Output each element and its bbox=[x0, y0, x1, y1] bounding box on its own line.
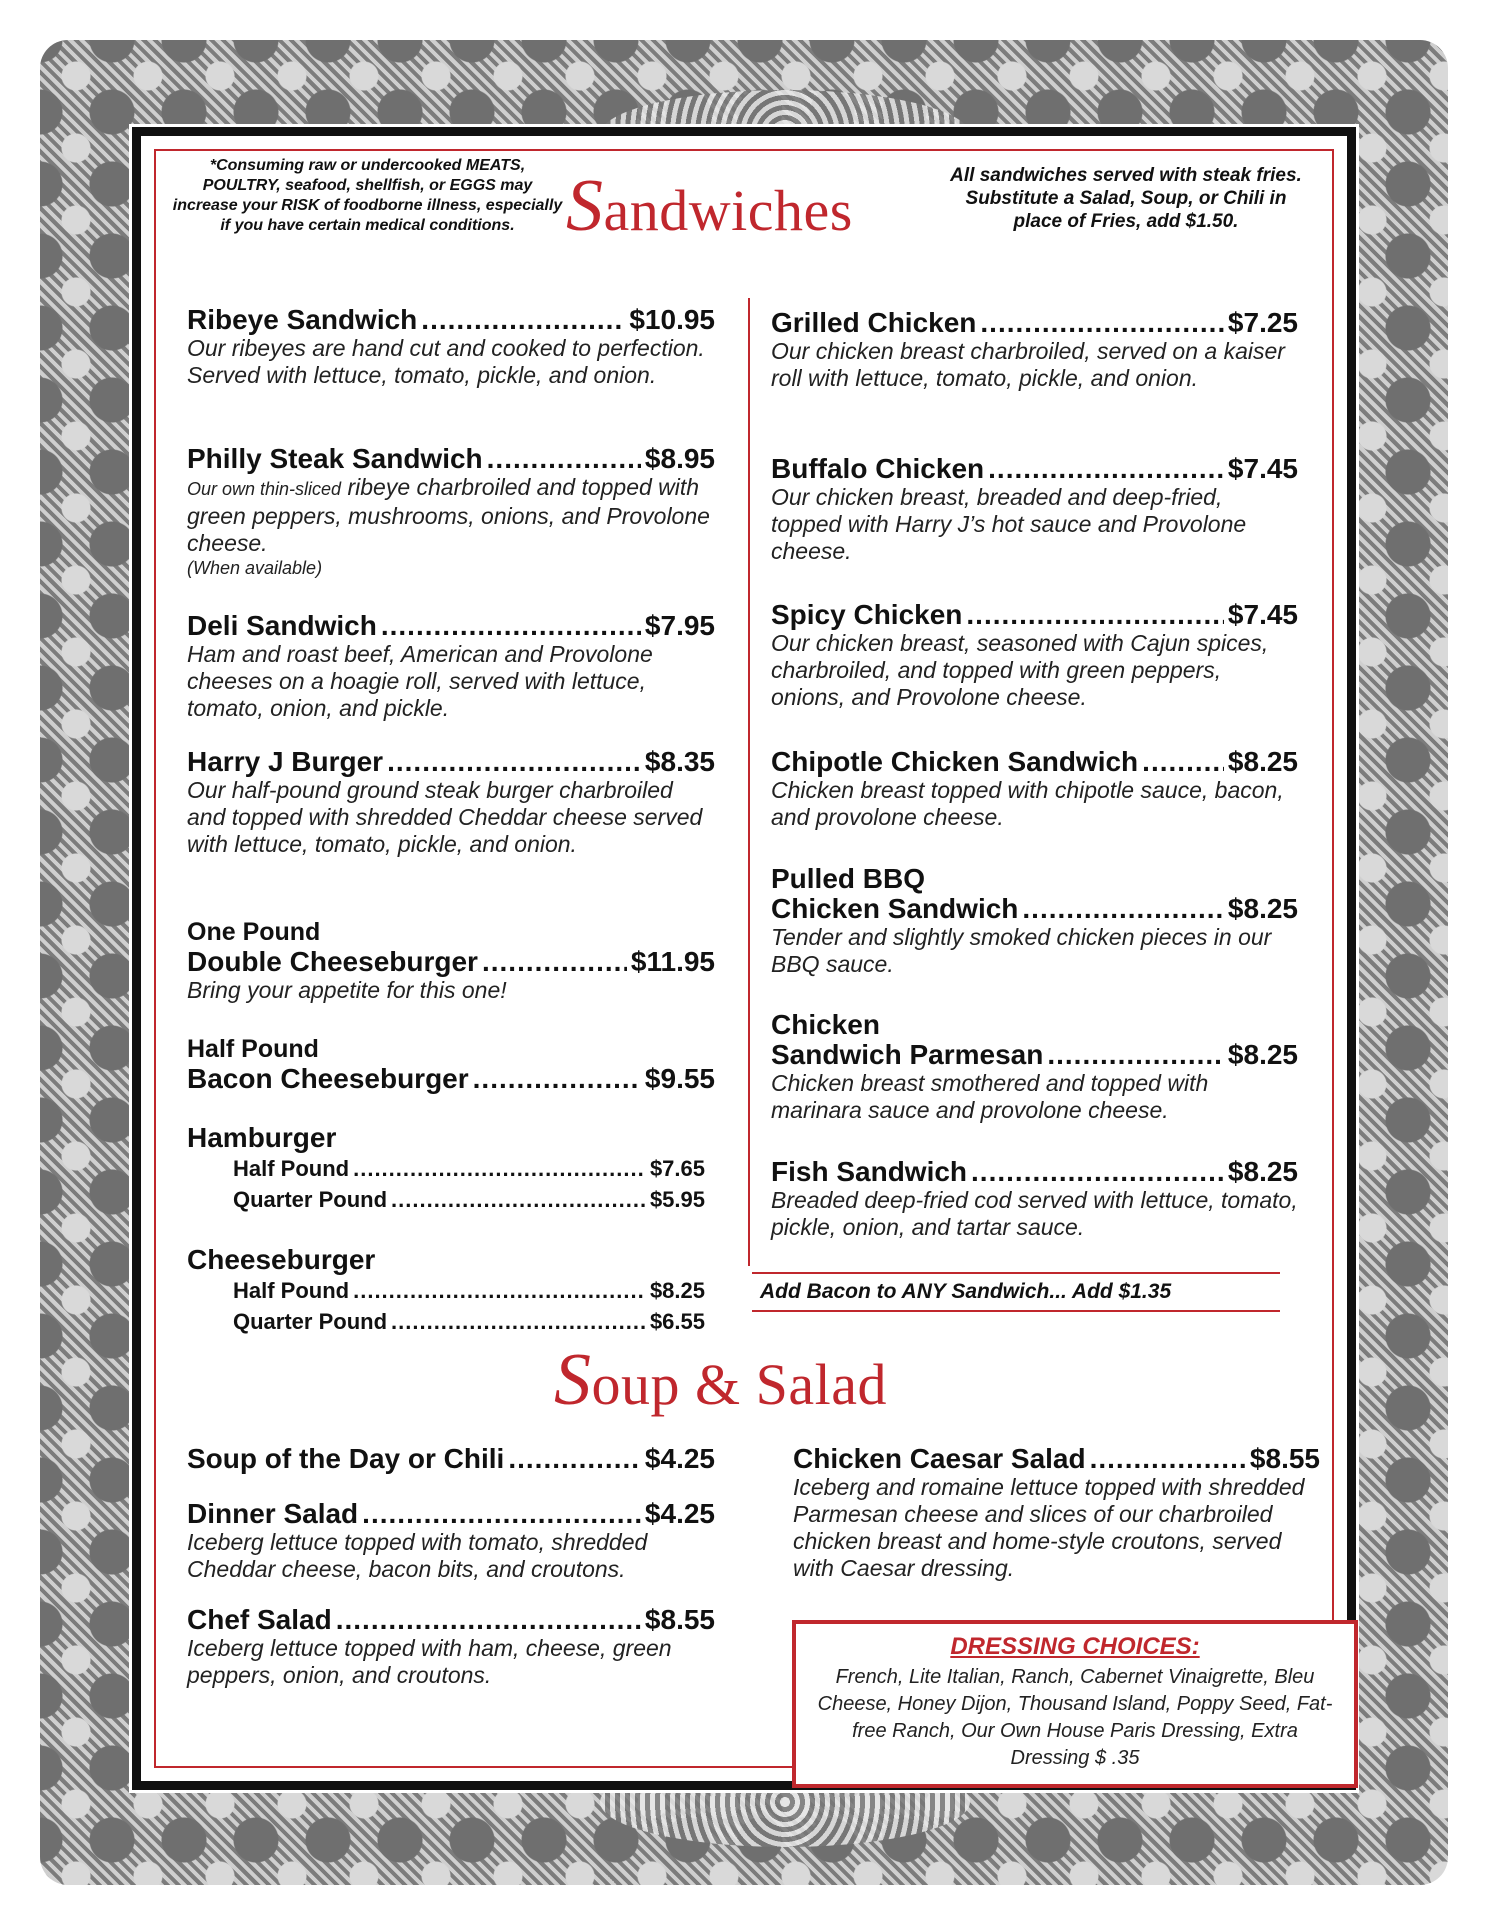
leader-dots bbox=[387, 746, 641, 777]
dressing-list: French, Lite Italian, Ranch, Cabernet Vinaigrette, Bleu Cheese, Honey Dijon, Thousand Island, Poppy Seed, Fat-free Ranch, Our Own House Paris Dressing, Extra Dressing $ .35 bbox=[817, 1666, 1333, 1769]
leader-dots bbox=[971, 1156, 1224, 1187]
soup-title-rest: oup & Salad bbox=[591, 1352, 887, 1417]
menu-item bbox=[187, 746, 715, 858]
item-description: Tender and slightly smoked chicken pieces in our BBQ sauce. bbox=[771, 924, 1272, 977]
sandwiches-title-rest: andwiches bbox=[603, 178, 853, 243]
option-price: $5.95 bbox=[649, 1187, 705, 1212]
item-prefix: Chicken bbox=[771, 1009, 880, 1040]
leader-dots bbox=[966, 599, 1224, 630]
menu-item bbox=[187, 1035, 715, 1094]
cheeseburger-item bbox=[187, 1244, 705, 1337]
option-price: $8.25 bbox=[649, 1278, 705, 1303]
menu-item bbox=[771, 1010, 1298, 1124]
item-name: Deli Sandwich bbox=[187, 610, 377, 641]
item-price: $7.95 bbox=[644, 610, 715, 641]
item-name: Fish Sandwich bbox=[771, 1156, 968, 1187]
menu-item bbox=[187, 443, 715, 579]
leader-dots bbox=[487, 443, 641, 474]
item-description: Bring your appetite for this one! bbox=[187, 977, 507, 1003]
item-description: Breaded deep-fried cod served with lettuce, tomato, pickle, onion, and tartar sauce. bbox=[771, 1187, 1298, 1240]
option-size: Quarter Pound bbox=[233, 1187, 388, 1212]
leader-dots bbox=[381, 610, 641, 641]
option-size: Half Pound bbox=[233, 1156, 350, 1181]
item-price: $7.45 bbox=[1227, 453, 1298, 484]
leader-dots bbox=[1022, 893, 1224, 924]
item-prefix: One Pound bbox=[187, 918, 321, 946]
item-name: Philly Steak Sandwich bbox=[187, 443, 483, 474]
leader-dots bbox=[391, 1306, 646, 1337]
menu-item bbox=[771, 746, 1298, 831]
item-price: $8.25 bbox=[1227, 1039, 1298, 1070]
menu-item bbox=[187, 918, 715, 1004]
menu-item bbox=[771, 453, 1298, 565]
menu-item bbox=[771, 307, 1298, 392]
leader-dots bbox=[508, 1443, 641, 1474]
leader-dots bbox=[1142, 746, 1224, 777]
item-price: $8.25 bbox=[1227, 1156, 1298, 1187]
item-description: Ham and roast beef, American and Provolone cheeses on a hoagie roll, served with lettuce, tomato, onion, and pickle. bbox=[187, 641, 653, 721]
leader-dots bbox=[353, 1153, 646, 1184]
item-price: $9.55 bbox=[644, 1063, 715, 1094]
item-name: Harry J Burger bbox=[187, 746, 384, 777]
item-name: Hamburger bbox=[187, 1122, 337, 1153]
option-size: Half Pound bbox=[233, 1278, 350, 1303]
column-divider bbox=[748, 298, 750, 1266]
item-prefix: Half Pound bbox=[187, 1035, 319, 1063]
item-price: $8.95 bbox=[644, 443, 715, 474]
item-price: $4.25 bbox=[644, 1498, 715, 1529]
sandwiches-title-cap: S bbox=[566, 165, 604, 247]
dressing-title: DRESSING CHOICES: bbox=[950, 1633, 1200, 1660]
item-name: Bacon Cheeseburger bbox=[187, 1063, 469, 1094]
leader-dots bbox=[482, 946, 627, 977]
item-name: Double Cheeseburger bbox=[187, 946, 478, 977]
item-description: ribeye charbroiled and topped with green peppers, mushrooms, onions, and Provolone cheese. bbox=[187, 474, 710, 556]
menu-item bbox=[793, 1443, 1320, 1582]
soup-salad-title bbox=[554, 1339, 887, 1421]
menu-item bbox=[771, 864, 1298, 978]
item-description-small: Our own thin-sliced bbox=[187, 479, 342, 499]
leader-dots bbox=[1047, 1039, 1224, 1070]
item-description: Our half-pound ground steak burger charbroiled and topped with shredded Cheddar cheese served with lettuce, tomato, pickle, and onion. bbox=[187, 777, 703, 857]
option-price: $7.65 bbox=[649, 1156, 705, 1181]
food-safety-warning: *Consuming raw or undercooked MEATS, POULTRY, seafood, shellfish, or EGGS may increase your RISK of foodborne illness, especially if you have certain medical conditions. bbox=[172, 157, 563, 234]
leader-dots bbox=[1090, 1443, 1246, 1474]
item-price: $8.55 bbox=[644, 1604, 715, 1635]
item-description: Our ribeyes are hand cut and cooked to perfection. Served with lettuce, tomato, pickle, and onion. bbox=[187, 335, 705, 388]
item-price: $7.25 bbox=[1227, 307, 1298, 338]
soup-title-cap: S bbox=[554, 1339, 592, 1421]
menu-item bbox=[187, 1498, 727, 1583]
item-name: Buffalo Chicken bbox=[771, 453, 985, 484]
option-price: $6.55 bbox=[649, 1309, 705, 1334]
item-price: $10.95 bbox=[629, 304, 715, 335]
leader-dots bbox=[353, 1275, 646, 1306]
item-description: Iceberg and romaine lettuce topped with shredded Parmesan cheese and slices of our charbroiled chicken breast and home-style croutons, served with Caesar dressing. bbox=[793, 1474, 1305, 1581]
item-name: Sandwich Parmesan bbox=[771, 1039, 1044, 1070]
option-size: Quarter Pound bbox=[233, 1309, 388, 1334]
menu-item bbox=[771, 599, 1298, 711]
bacon-addon-banner: Add Bacon to ANY Sandwich... Add $1.35 bbox=[752, 1272, 1280, 1312]
item-name: Spicy Chicken bbox=[771, 599, 963, 630]
item-name: Soup of the Day or Chili bbox=[187, 1443, 505, 1474]
item-description: Our chicken breast, breaded and deep-fried, topped with Harry J’s hot sauce and Provolone cheese. bbox=[771, 484, 1247, 564]
item-name: Dinner Salad bbox=[187, 1498, 359, 1529]
item-description: Iceberg lettuce topped with tomato, shredded Cheddar cheese, bacon bits, and croutons. bbox=[187, 1529, 648, 1582]
item-name: Grilled Chicken bbox=[771, 307, 977, 338]
item-price: $8.25 bbox=[1227, 893, 1298, 924]
item-description: Chicken breast smothered and topped with marinara sauce and provolone cheese. bbox=[771, 1070, 1209, 1123]
menu-item bbox=[187, 610, 715, 722]
menu-item bbox=[187, 304, 715, 389]
leader-dots bbox=[391, 1184, 646, 1215]
leader-dots bbox=[336, 1604, 641, 1635]
hamburger-item bbox=[187, 1122, 705, 1215]
item-name: Chef Salad bbox=[187, 1604, 332, 1635]
item-prefix: Pulled BBQ bbox=[771, 863, 926, 894]
menu-item bbox=[771, 1156, 1298, 1241]
leader-dots bbox=[980, 307, 1224, 338]
item-description: Our chicken breast, seasoned with Cajun spices, charbroiled, and topped with green peppers, onions, and Provolone cheese. bbox=[771, 630, 1269, 710]
sandwiches-title bbox=[566, 165, 853, 247]
item-note: (When available) bbox=[187, 558, 323, 578]
leader-dots bbox=[988, 453, 1224, 484]
item-price: $8.25 bbox=[1227, 746, 1298, 777]
item-price: $4.25 bbox=[644, 1443, 715, 1474]
leader-dots bbox=[421, 304, 625, 335]
sandwiches-note: All sandwiches served with steak fries. Substitute a Salad, Soup, or Chili in place of Fries, add $1.50. bbox=[950, 165, 1302, 232]
item-name: Ribeye Sandwich bbox=[187, 304, 418, 335]
menu-item bbox=[187, 1443, 715, 1474]
item-name: Chicken Sandwich bbox=[771, 893, 1019, 924]
item-name: Chipotle Chicken Sandwich bbox=[771, 746, 1139, 777]
item-price: $8.35 bbox=[644, 746, 715, 777]
item-description: Our chicken breast charbroiled, served on a kaiser roll with lettuce, tomato, pickle, and onion. bbox=[771, 338, 1285, 391]
item-description: Iceberg lettuce topped with ham, cheese, green peppers, onion, and croutons. bbox=[187, 1635, 672, 1688]
dressing-choices-box bbox=[792, 1620, 1358, 1788]
item-description: Chicken breast topped with chipotle sauce, bacon, and provolone cheese. bbox=[771, 777, 1284, 830]
leader-dots bbox=[473, 1063, 641, 1094]
leader-dots bbox=[362, 1498, 641, 1529]
item-price: $11.95 bbox=[630, 946, 715, 977]
menu-item bbox=[187, 1604, 715, 1689]
item-price: $8.55 bbox=[1249, 1443, 1320, 1474]
item-name: Cheeseburger bbox=[187, 1244, 376, 1275]
item-price: $7.45 bbox=[1227, 599, 1298, 630]
item-name: Chicken Caesar Salad bbox=[793, 1443, 1086, 1474]
